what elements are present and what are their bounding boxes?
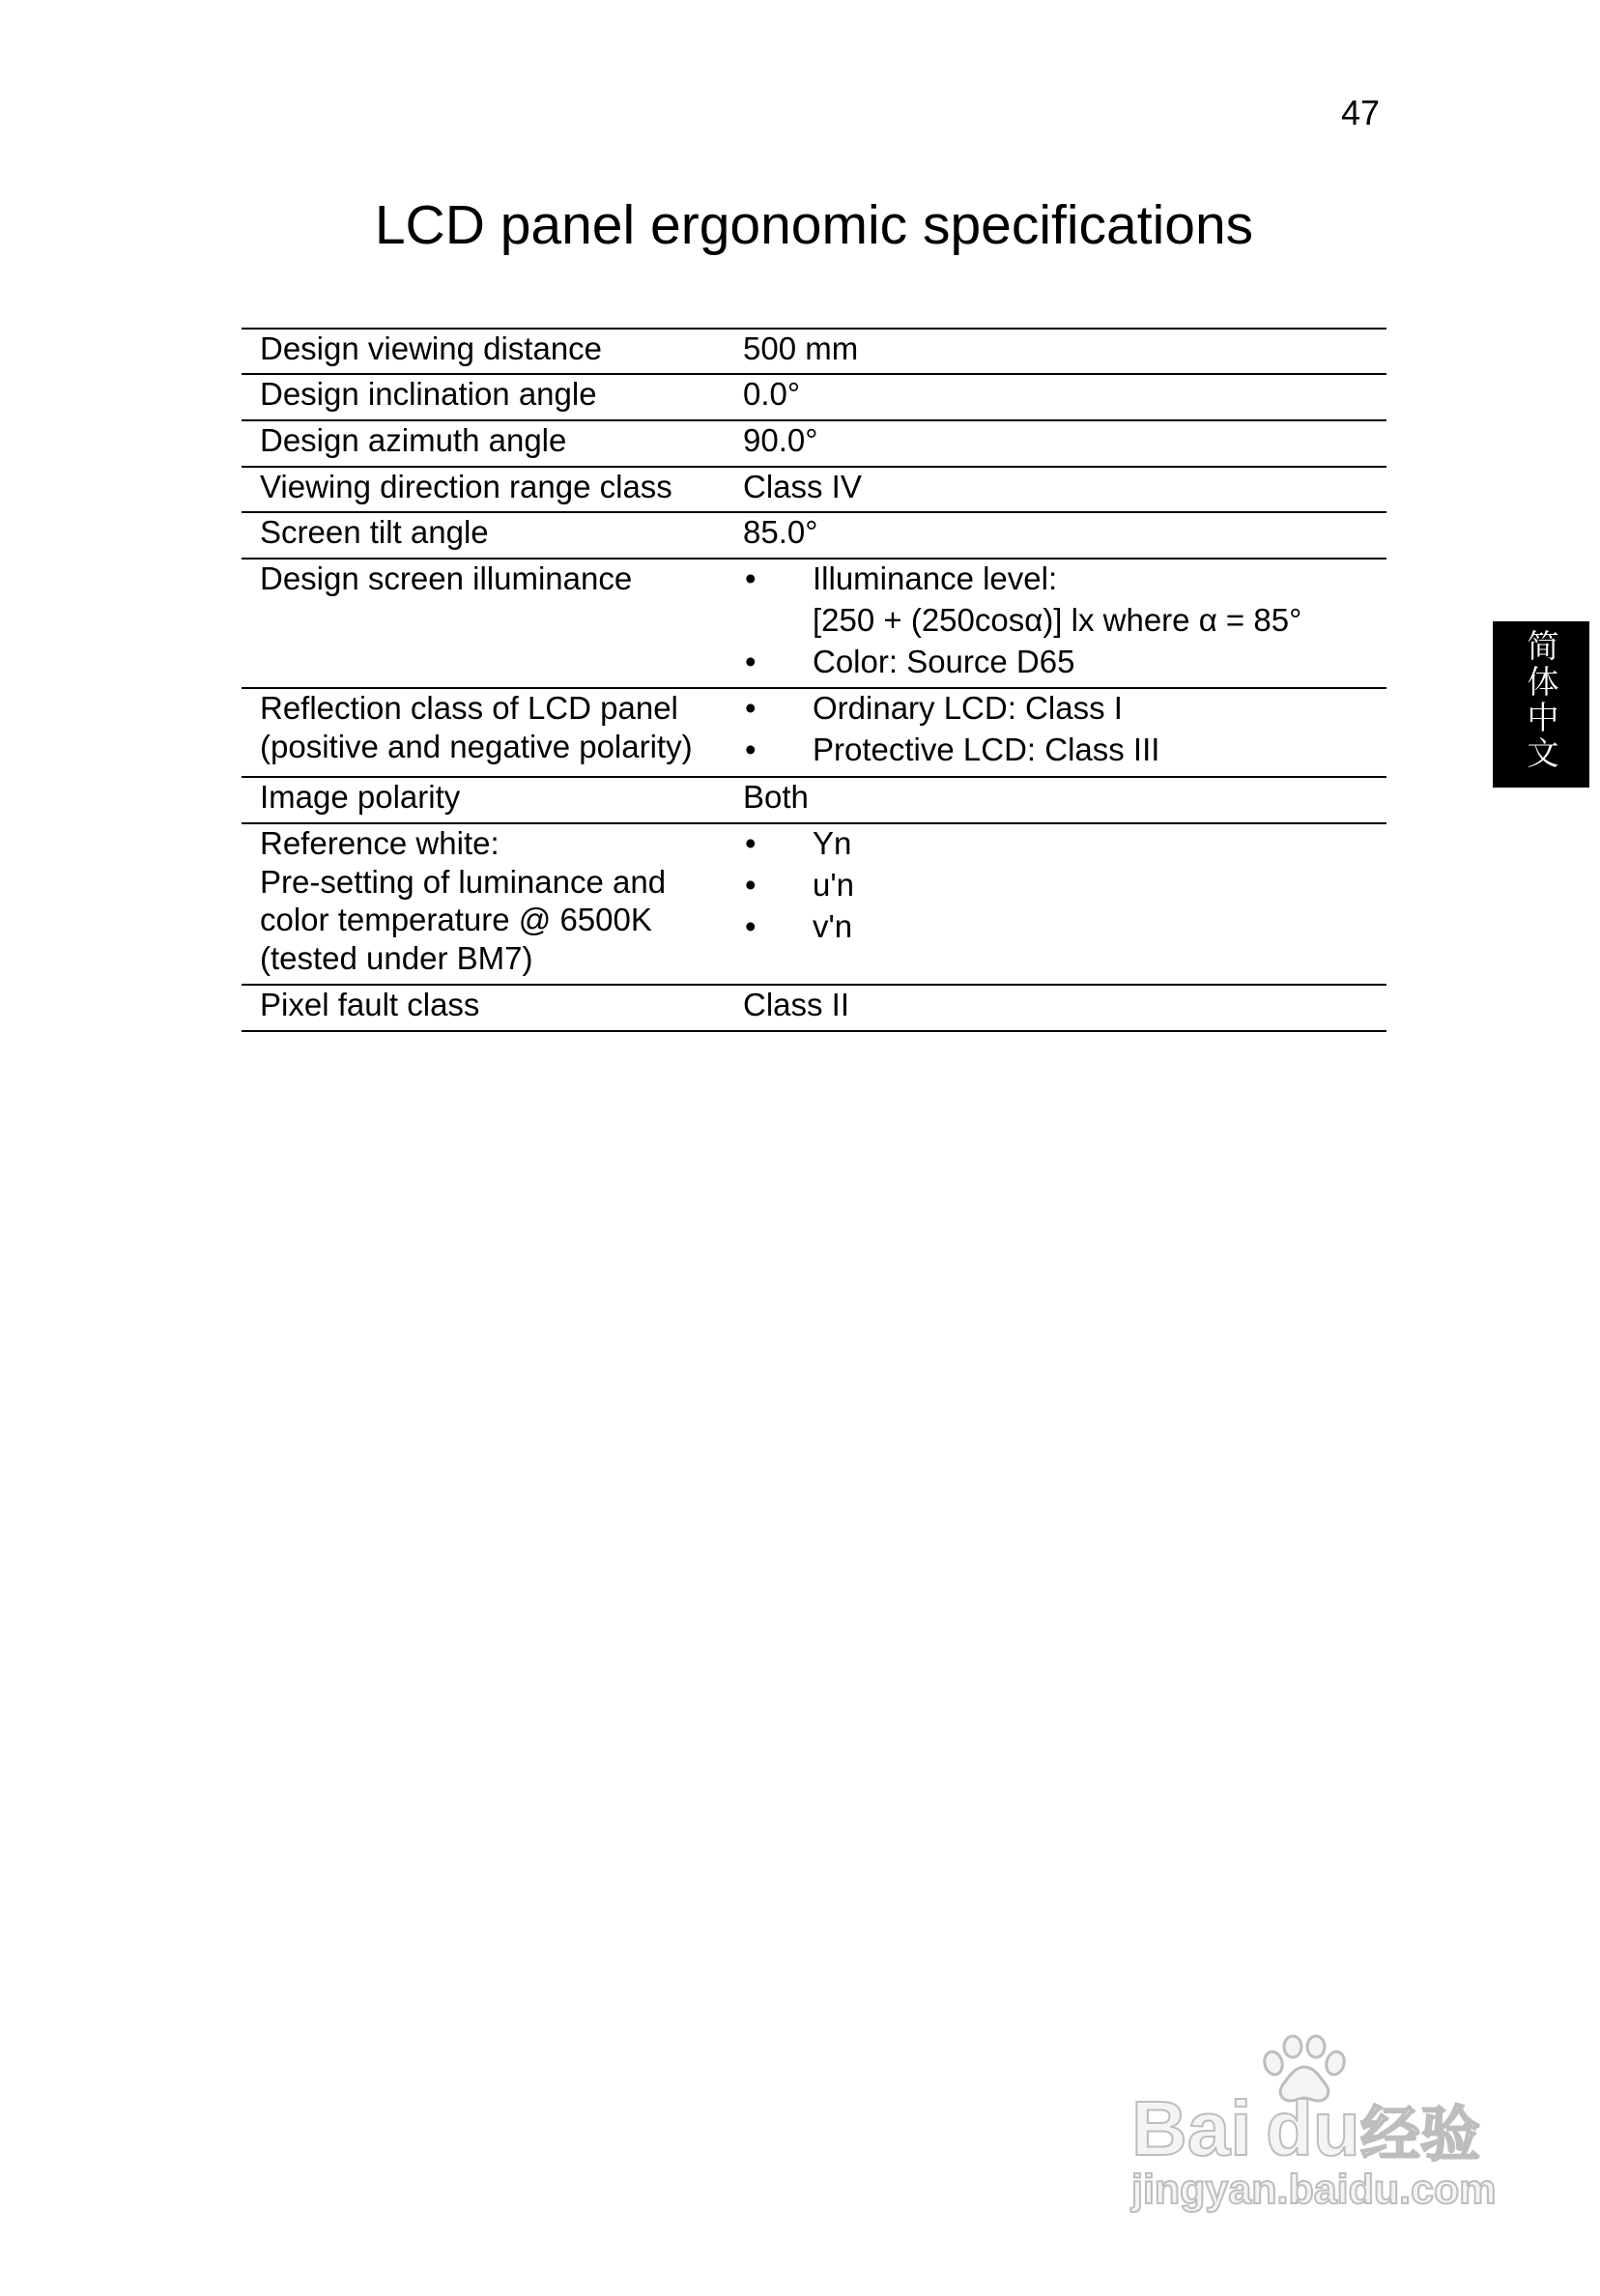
spec-label-line: Reference white: — [260, 825, 500, 861]
bullet-marker: • — [745, 908, 757, 944]
bullet-text: [250 + (250cosα)] lx where α = 85° — [813, 602, 1302, 638]
spec-row-reference-white — [242, 824, 1386, 986]
spec-value — [725, 824, 1386, 984]
bullet-text: Illuminance level: — [813, 560, 1058, 596]
spec-label-line: Design azimuth angle — [260, 422, 567, 458]
language-side-tab-label: 简体中文 — [1522, 629, 1560, 772]
spec-label — [242, 778, 725, 822]
spec-label — [242, 513, 725, 558]
bullet-item — [743, 905, 1386, 947]
bullet-marker: • — [745, 560, 757, 596]
spec-value-text: 85.0° — [743, 514, 818, 550]
spec-value — [725, 689, 1386, 776]
spec-value — [725, 513, 1386, 558]
watermark-url: jingyan.baidu.com — [1131, 2167, 1497, 2213]
spec-value — [725, 778, 1386, 822]
spec-row-reflection-class — [242, 689, 1386, 778]
spec-value — [725, 560, 1386, 687]
spec-label — [242, 421, 725, 466]
spec-row-design-screen-illuminance — [242, 560, 1386, 689]
spec-label-line: Design viewing distance — [260, 330, 603, 366]
spec-label — [242, 986, 725, 1030]
bullet-marker: • — [745, 644, 757, 679]
bullet-item — [743, 822, 1386, 864]
bullet-marker: • — [745, 732, 757, 767]
spec-table — [242, 328, 1386, 1032]
bullet-item — [743, 558, 1386, 641]
bullet-list — [743, 558, 1386, 682]
watermark-logo-left: Bai — [1131, 2085, 1252, 2171]
spec-row-screen-tilt-angle — [242, 513, 1386, 560]
bullet-marker: • — [745, 867, 757, 903]
bullet-text: u'n — [813, 867, 855, 903]
bullet-text: Protective LCD: Class III — [813, 732, 1160, 767]
spec-row-design-inclination-angle — [242, 375, 1386, 421]
spec-label-line: Viewing direction range class — [260, 469, 672, 504]
spec-value — [725, 986, 1386, 1030]
bullet-item — [743, 729, 1386, 770]
spec-label-line: color temperature @ 6500K — [260, 902, 652, 937]
spec-value-text: 500 mm — [743, 330, 859, 366]
spec-value-text: Class IV — [743, 469, 862, 504]
spec-value — [725, 330, 1386, 373]
watermark-logo-cn: 经验 — [1360, 2099, 1481, 2169]
bullet-list — [743, 687, 1386, 770]
watermark-logo-right: du — [1266, 2085, 1360, 2171]
spec-label — [242, 689, 725, 776]
bullet-marker: • — [745, 690, 757, 726]
spec-value-text: Class II — [743, 987, 850, 1022]
spec-row-design-viewing-distance — [242, 330, 1386, 375]
spec-label-line: Design inclination angle — [260, 376, 597, 412]
bullet-text: Yn — [813, 825, 852, 861]
spec-label-line: Pixel fault class — [260, 987, 480, 1022]
spec-label-line: Image polarity — [260, 779, 461, 815]
bullet-item — [743, 864, 1386, 905]
spec-label — [242, 375, 725, 419]
spec-value — [725, 468, 1386, 511]
bullet-text: Color: Source D65 — [813, 644, 1075, 679]
bullet-item — [743, 687, 1386, 729]
spec-label-line: (tested under BM7) — [260, 939, 533, 976]
bullet-text: Ordinary LCD: Class I — [813, 690, 1123, 726]
spec-value-text: Both — [743, 779, 809, 815]
bullet-text: v'n — [813, 908, 853, 944]
bullet-item — [743, 641, 1386, 682]
spec-row-design-azimuth-angle — [242, 421, 1386, 468]
spec-label — [242, 468, 725, 511]
spec-label — [242, 330, 725, 373]
spec-label-line: Screen tilt angle — [260, 514, 489, 550]
language-side-tab — [1493, 621, 1589, 788]
spec-label-line: (positive and negative polarity) — [260, 728, 693, 764]
page-number: 47 — [1341, 93, 1381, 132]
bullet-list — [743, 822, 1386, 947]
spec-row-pixel-fault-class — [242, 986, 1386, 1032]
spec-value-text: 0.0° — [743, 376, 801, 412]
bullet-marker: • — [745, 825, 757, 861]
spec-label — [242, 560, 725, 687]
spec-label-line: Reflection class of LCD panel — [260, 690, 678, 726]
spec-label-line: Pre-setting of luminance and — [260, 863, 667, 900]
spec-row-viewing-direction-range-class — [242, 468, 1386, 513]
spec-value-text: 90.0° — [743, 422, 818, 458]
page-title: LCD panel ergonomic specifications — [374, 194, 1254, 256]
baidu-jingyan-watermark — [1131, 2029, 1503, 2223]
spec-value — [725, 375, 1386, 419]
spec-value — [725, 421, 1386, 466]
spec-label — [242, 824, 725, 984]
spec-row-image-polarity — [242, 778, 1386, 824]
spec-label-line: Design screen illuminance — [260, 560, 633, 596]
